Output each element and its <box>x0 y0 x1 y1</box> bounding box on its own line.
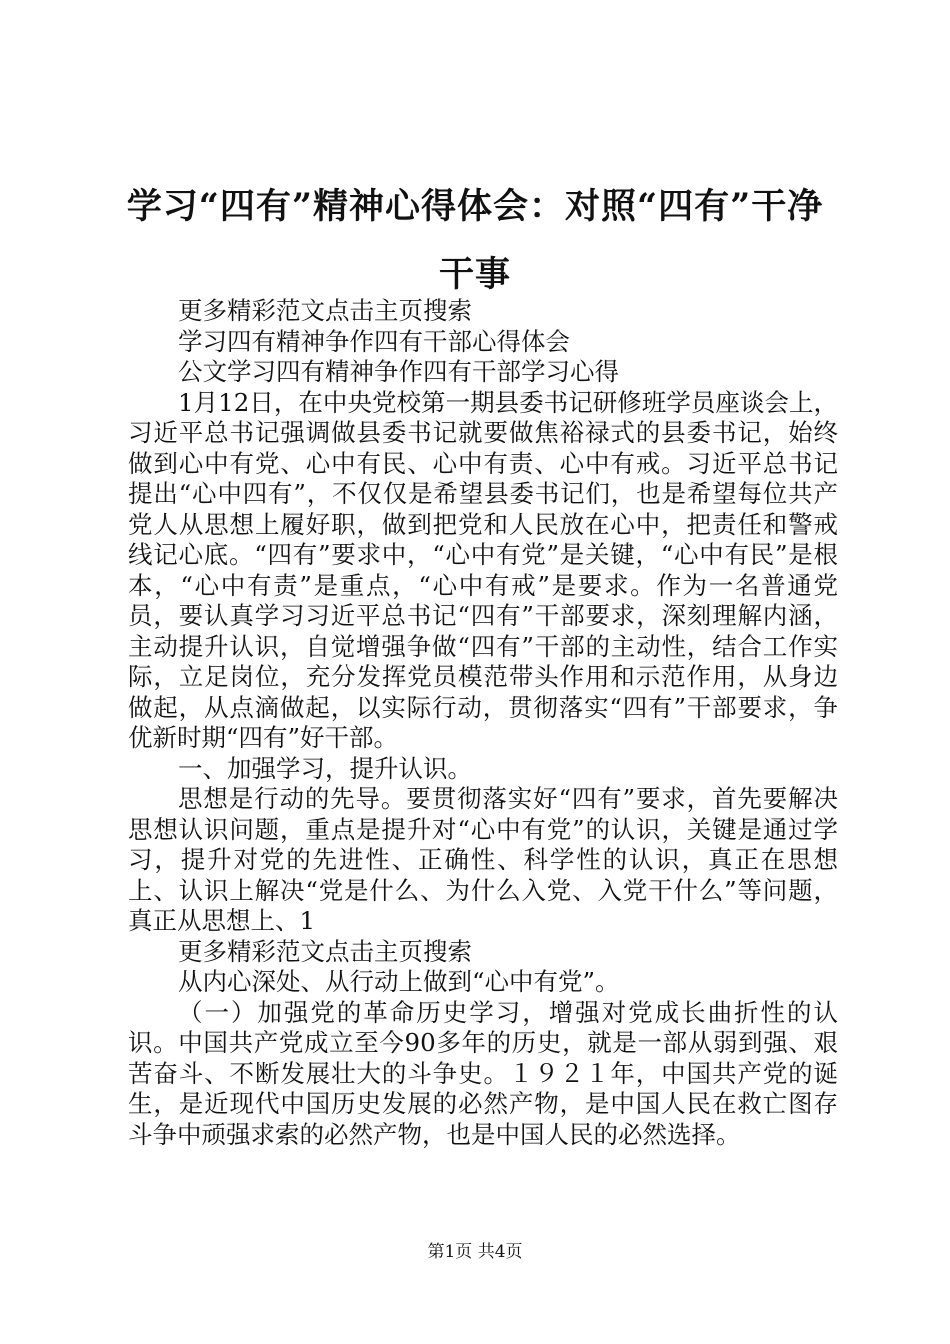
section-heading: 一、加强学习，提升认识。 <box>178 753 472 783</box>
promo-line: 更多精彩范文点击主页搜索 <box>178 296 472 325</box>
promo-line: 更多精彩范文点击主页搜索 <box>178 936 472 966</box>
subtitle-line: 学习四有精神争作四有干部心得体会 <box>178 326 570 356</box>
subtitle-line: 公文学习四有精神争作四有干部学习心得 <box>178 357 619 386</box>
document-body <box>128 296 838 1150</box>
document-title: 学习“四有”精神心得体会：对照“四有”干净干事 <box>126 186 824 296</box>
body-paragraph: 从内心深处、从行动上做到“心中有党”。 <box>178 967 620 996</box>
body-paragraph: 1月12日，在中央党校第一期县委书记研修班学员座谈会上，习近平总书记强调做县委书记就要做焦裕禄式的县委书记，始终做到心中有党、心中有民、心中有责、心中有戒。习近平总书记提出“心中四有”，不仅仅是希望县委书记们，也是希望每位共产党人从思想上履好职，做到把党和人民放在心中，把责任和警戒线记心底。“四有”要求中，“心中有党”是关键，“心中有民”是根本，“心中有责”是重点，“心中有戒”是要求。作为一名普通党员，要认真学习习近平总书记“四有”干部要求，深刻理解内涵，主动提升认识，自觉增强争做“四有”干部的主动性，结合工作实际，立足岗位，充分发挥党员模范带头作用和示范作用，从身边做起，从点滴做起，以实际行动，贯彻落实“四有”干部要求，争优新时期“四有”好干部。 <box>128 387 838 752</box>
body-paragraph: 思想是行动的先导。要贯彻落实好“四有”要求，首先要解决思想认识问题，重点是提升对“心中有党”的认识，关键是通过学习，提升对党的先进性、正确性、科学性的认识，真正在思想上、认识上解决“党是什么、为什么入党、入党干什么”等问题，真正从思想上、1 <box>128 784 838 935</box>
body-paragraph: （一）加强党的革命历史学习，增强对党成长曲折性的认识。中国共产党成立至今90多年的历史，就是一部从弱到强、艰苦奋斗、不断发展壮大的斗争史。１９２１年，中国共产党的诞生，是近现代中国历史发展的必然产物，是中国人民在救亡图存斗争中顽强求索的必然产物，也是中国人民的必然选择。 <box>128 997 838 1149</box>
page-footer: 第1页 共4页 <box>427 1242 523 1262</box>
